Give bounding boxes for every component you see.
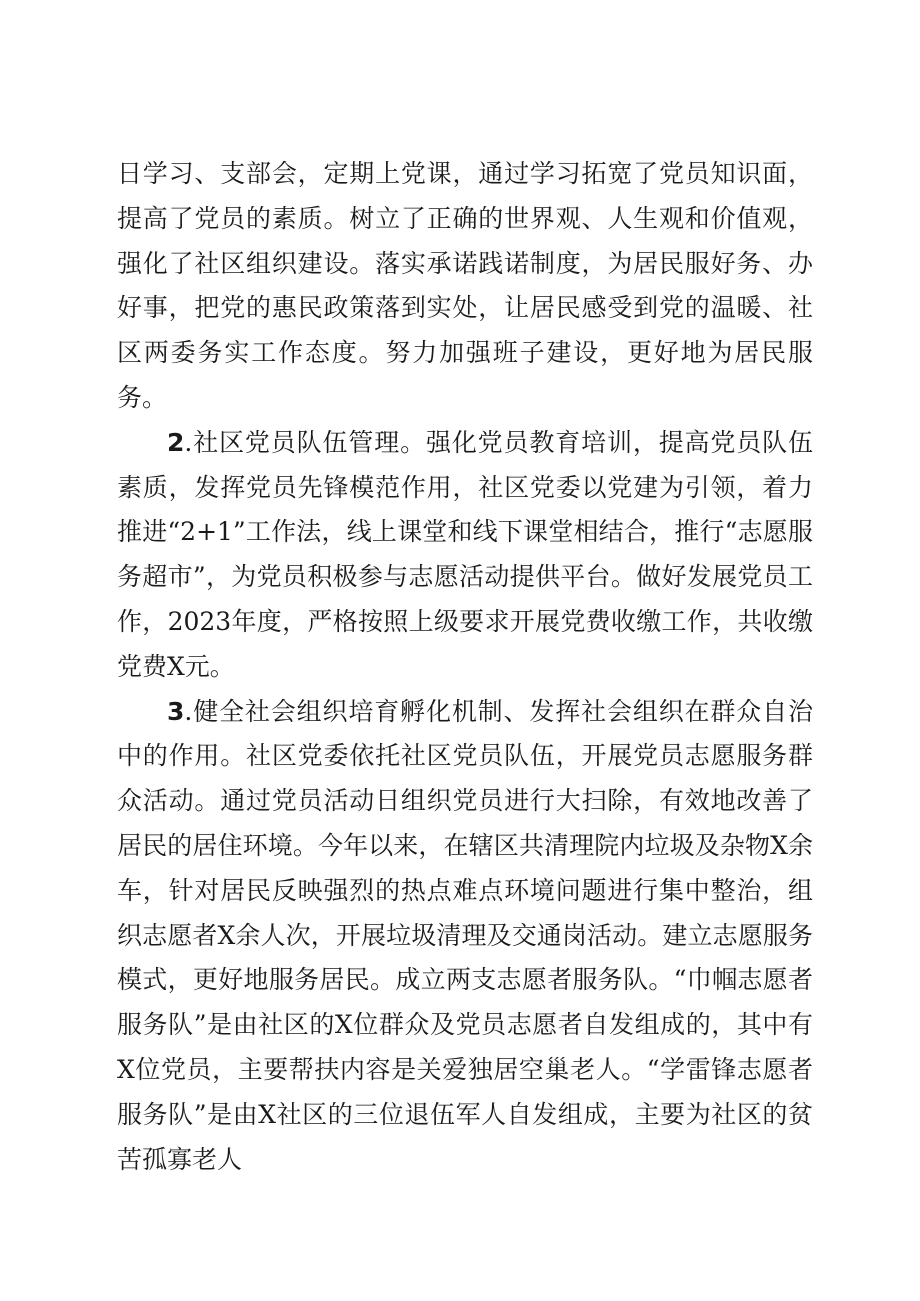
paragraph-item-3 <box>117 690 813 1183</box>
item-number: 2 <box>167 427 185 457</box>
document-body <box>117 152 813 1182</box>
paragraph-item-2 <box>117 421 813 690</box>
paragraph-text: 日学习、支部会，定期上党课，通过学习拓宽了党员知识面，提高了党员的素质。树立了正确的世界观、人生观和价值观，强化了社区组织建设。落实承诺践诺制度，为居民服好务、办好事，把党的惠民政策落到实处，让居民感受到党的温暖、社区两委务实工作态度。努力加强班子建设，更好地为居民服务。 <box>117 159 813 412</box>
paragraph-text: .健全社会组织培育孵化机制、发挥社会组织在群众自治中的作用。社区党委依托社区党员队伍，开展党员志愿服务群众活动。通过党员活动日组织党员进行大扫除，有效地改善了居民的居住环境。今年以来，在辖区共清理院内垃圾及杂物X余车，针对居民反映强烈的热点难点环境问题进行集中整治，组织志愿者X余人次，开展垃圾清理及交通岗活动。建立志愿服务模式，更好地服务居民。成立两支志愿者服务队。“巾帼志愿者服务队”是由社区的X位群众及党员志愿者自发组成的，其中有X位党员，主要帮扶内容是关爱独居空巢老人。“学雷锋志愿者服务队”是由X社区的三位退伍军人自发组成，主要为社区的贫苦孤寡老人 <box>117 696 813 1174</box>
item-number: 3 <box>167 696 185 726</box>
paragraph-continuation <box>117 152 813 421</box>
paragraph-text: .社区党员队伍管理。强化党员教育培训，提高党员队伍素质，发挥党员先锋模范作用，社区党委以党建为引领，着力推进“2+1”工作法，线上课堂和线下课堂相结合，推行“志愿服务超市”，为党员积极参与志愿活动提供平台。做好发展党员工作，2023年度，严格按照上级要求开展党费收缴工作，共收缴党费X元。 <box>117 427 813 681</box>
